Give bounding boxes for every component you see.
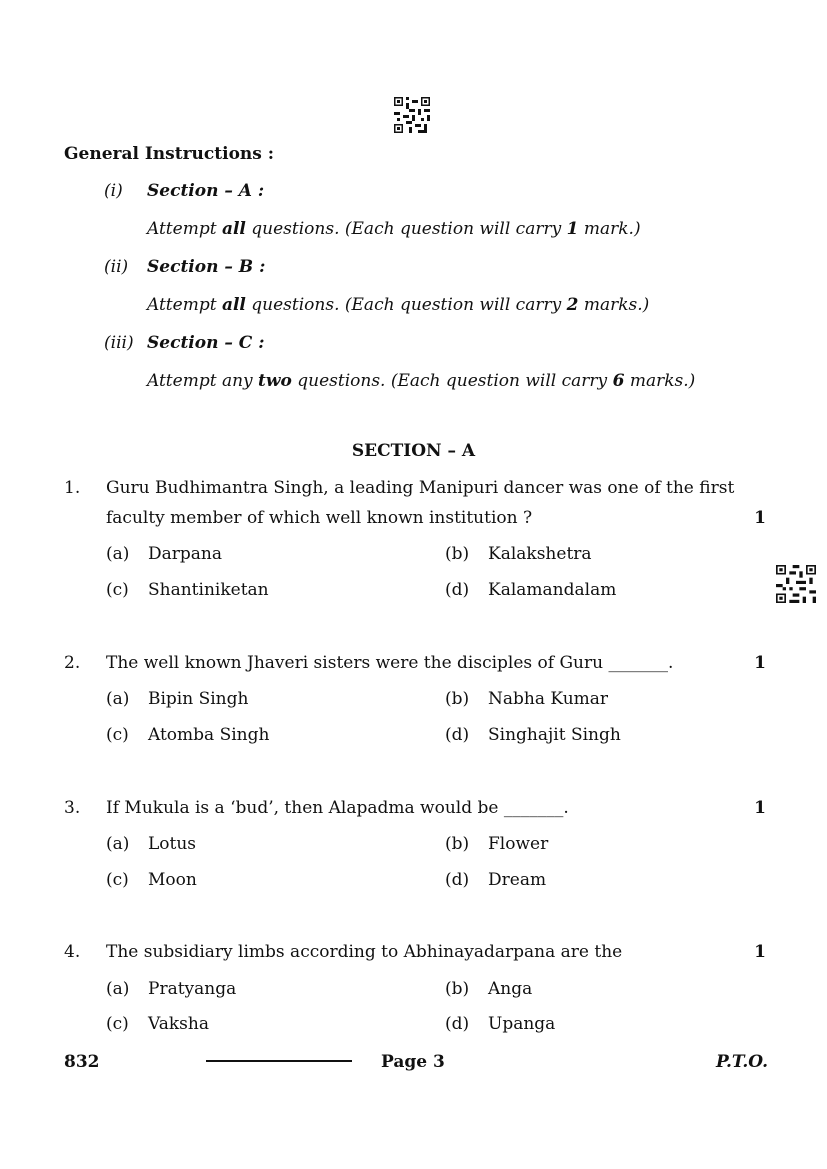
instruction-2-roman: (ii) [104,257,129,277]
instruction-3-section: Section – C : [147,333,265,353]
q2-option-b-text: Nabha Kumar [488,689,609,709]
q3-option-c-label: (c) [106,870,129,890]
page-number: Page 3 [381,1052,445,1072]
q4-option-b-label: (b) [445,979,470,999]
q4-option-a-label: (a) [106,979,130,999]
q1-option-d-text: Kalamandalam [488,580,617,600]
question-3-text: If Mukula is a ‘bud’, then Alapadma would be _______. [106,798,569,818]
q3-option-b-label: (b) [445,834,470,854]
q1-option-a-text: Darpana [148,544,222,564]
q2-option-c-text: Atomba Singh [148,725,270,745]
q2-option-b-label: (b) [445,689,470,709]
q2-option-a-text: Bipin Singh [148,689,249,709]
q1-option-c-label: (c) [106,580,129,600]
instruction-2-section: Section – B : [147,257,266,277]
question-2-number: 2. [64,653,81,673]
section-a-heading: SECTION – A [351,441,476,461]
q4-option-c-text: Vaksha [148,1014,209,1034]
question-1-text: Guru Budhimantra Singh, a leading Manipuri dancer was one of the first faculty member of which well known institution ? [106,478,735,528]
instruction-2-text: Attempt all questions. (Each question will carry 2 marks.) [147,295,650,315]
general-instructions-title: General Instructions : [64,144,275,164]
question-3-marks: 1 [754,798,766,818]
instruction-1-roman: (i) [104,181,123,201]
question-4-text: The subsidiary limbs according to Abhinayadarpana are the [106,942,623,962]
instruction-3-roman: (iii) [104,333,134,353]
q1-option-b-text: Kalakshetra [488,544,592,564]
q4-option-d-label: (d) [445,1014,470,1034]
question-1-marks: 1 [754,508,766,528]
q3-option-a-label: (a) [106,834,130,854]
qr-code-top [394,97,430,133]
q2-option-d-text: Singhajit Singh [488,725,621,745]
instruction-3-text: Attempt any two questions. (Each question will carry 6 marks.) [147,371,696,391]
q2-option-c-label: (c) [106,725,129,745]
q2-option-d-label: (d) [445,725,470,745]
q1-option-a-label: (a) [106,544,130,564]
question-4-number: 4. [64,942,81,962]
question-3-number: 3. [64,798,81,818]
question-2-text: The well known Jhaveri sisters were the disciples of Guru _______. [106,653,674,673]
qr-code-side [776,565,816,603]
question-4-marks: 1 [754,942,766,962]
question-2-marks: 1 [754,653,766,673]
question-1-number: 1. [64,478,81,498]
q4-option-b-text: Anga [488,979,533,999]
q3-option-d-text: Dream [488,870,547,890]
q4-option-d-text: Upanga [488,1014,556,1034]
q3-option-c-text: Moon [148,870,197,890]
instruction-1-text: Attempt all questions. (Each question will carry 1 mark.) [147,219,641,239]
q3-option-b-text: Flower [488,834,549,854]
q1-option-c-text: Shantiniketan [148,580,269,600]
pto-label: P.T.O. [716,1052,768,1072]
q4-option-a-text: Pratyanga [148,979,237,999]
q2-option-a-label: (a) [106,689,130,709]
footer-divider [206,1060,352,1062]
q3-option-a-text: Lotus [148,834,197,854]
q1-option-b-label: (b) [445,544,470,564]
q1-option-d-label: (d) [445,580,470,600]
q3-option-d-label: (d) [445,870,470,890]
instruction-1-section: Section – A : [147,181,265,201]
q4-option-c-label: (c) [106,1014,129,1034]
paper-code: 832 [64,1052,100,1072]
